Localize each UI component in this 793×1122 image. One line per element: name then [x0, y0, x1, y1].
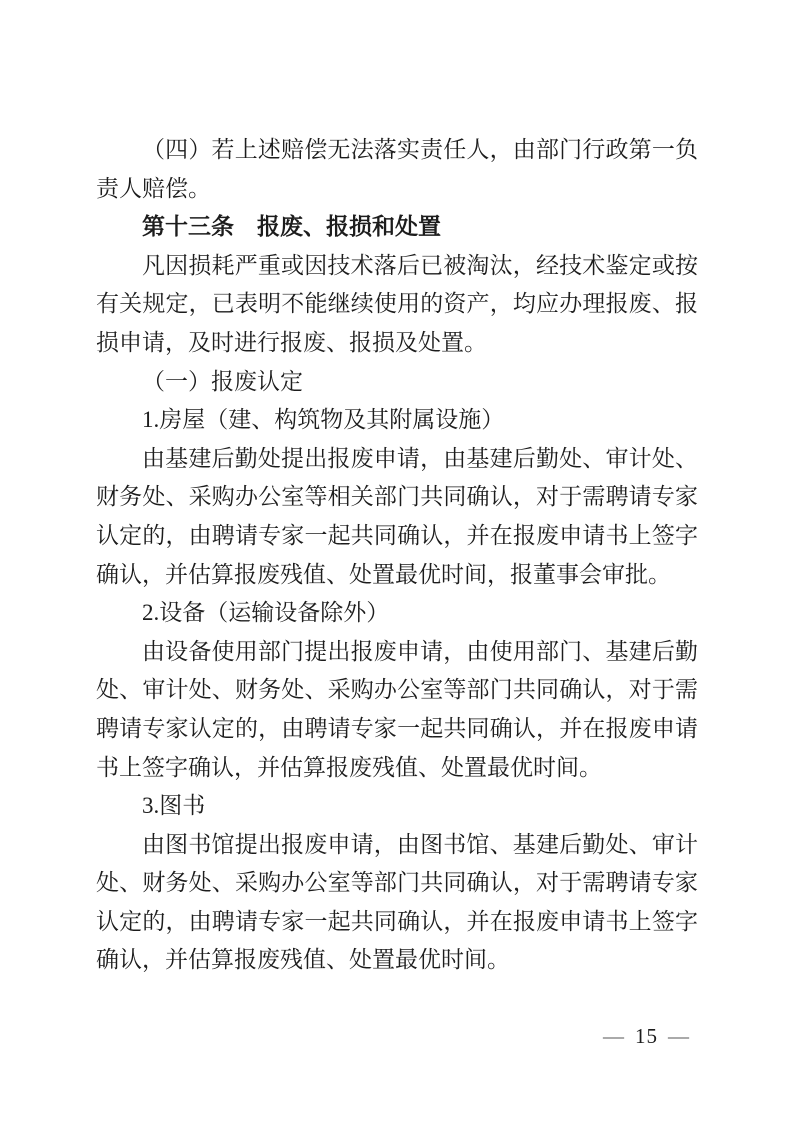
- item-3-books-title: 3.图书: [142, 793, 206, 819]
- paragraph-compensation-fallback: （四）若上述赔偿无法落实责任人，由部门行政第一负责人赔偿。: [96, 137, 698, 201]
- subheading-scrap-determination: （一）报废认定: [142, 368, 303, 394]
- page-number: 15: [635, 1024, 658, 1048]
- document-body: [96, 131, 698, 980]
- footer-dash-right: —: [668, 1024, 690, 1048]
- article-13-heading: 第十三条 报废、报损和处置: [142, 214, 441, 240]
- item-1-buildings-title: 1.房屋（建、构筑物及其附属设施）: [142, 407, 505, 433]
- footer-dash-left: —: [603, 1024, 625, 1048]
- item-3-books-procedure: 由图书馆提出报废申请，由图书馆、基建后勤处、审计处、财务处、采购办公室等部门共同确认，对于需聘请专家认定的，由聘请专家一起共同确认，并在报废申请书上签字确认，并估算报废残值、处置最优时间。: [96, 831, 698, 973]
- item-2-equipment-title: 2.设备（运输设备除外）: [142, 600, 390, 626]
- item-2-equipment-procedure: 由设备使用部门提出报废申请，由使用部门、基建后勤处、审计处、财务处、采购办公室等部门共同确认，对于需聘请专家认定的，由聘请专家一起共同确认，并在报废申请书上签字确认，并估算报废残值、处置最优时间。: [96, 638, 698, 780]
- paragraph-scrap-criteria: 凡因损耗严重或因技术落后已被淘汰，经技术鉴定或按有关规定，已表明不能继续使用的资产，均应办理报废、报损申请，及时进行报废、报损及处置。: [96, 252, 698, 355]
- page-footer: [593, 1021, 700, 1051]
- item-1-buildings-procedure: 由基建后勤处提出报废申请，由基建后勤处、审计处、财务处、采购办公室等相关部门共同确认，对于需聘请专家认定的，由聘请专家一起共同确认，并在报废申请书上签字确认，并估算报废残值、处置最优时间，报董事会审批。: [96, 445, 698, 587]
